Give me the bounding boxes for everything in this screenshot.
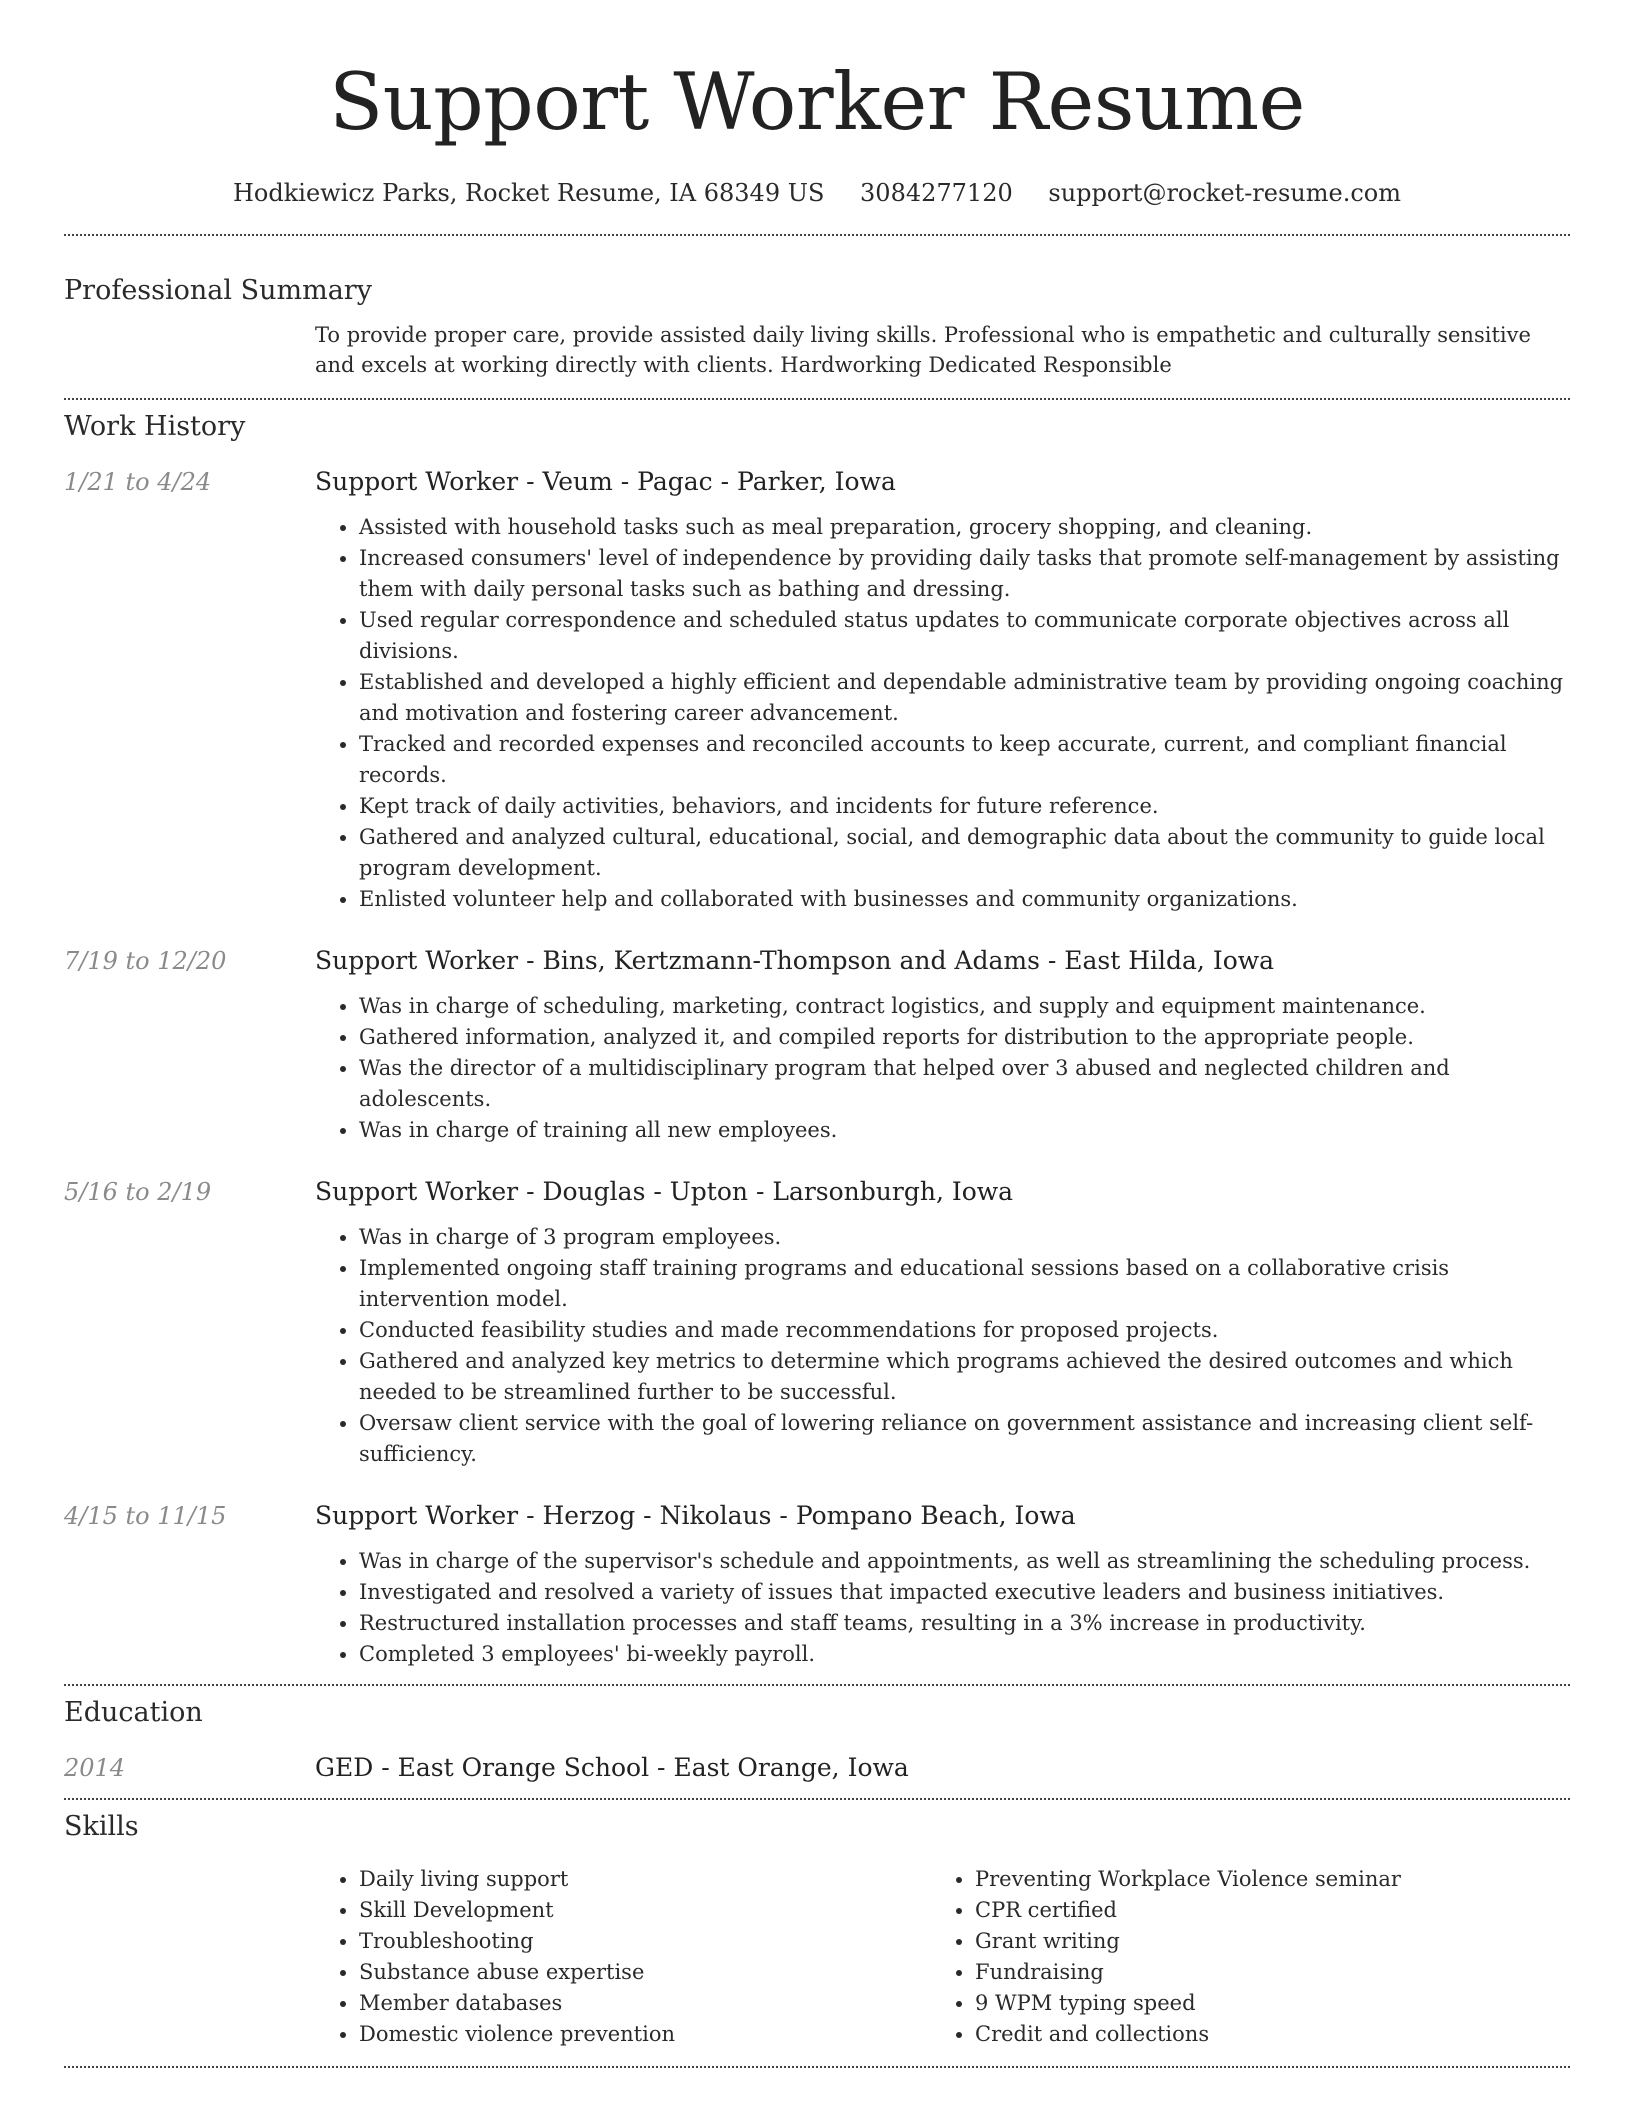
education-heading: Education bbox=[64, 1697, 203, 1728]
job-bullet-list bbox=[315, 1546, 1570, 1670]
skill-item: • Troubleshooting bbox=[359, 1926, 931, 1957]
job-entry bbox=[64, 1500, 1570, 1670]
job-entry bbox=[64, 466, 1570, 915]
job-bullet: • Gathered information, analyzed it, and compiled reports for distribution to the appropriate people. bbox=[359, 1022, 1570, 1053]
skills-left-spacer bbox=[64, 1864, 315, 2050]
contact-address: Hodkiewicz Parks, Rocket Resume, IA 68349 US bbox=[232, 179, 825, 207]
skill-item: • Grant writing bbox=[975, 1926, 1575, 1957]
skill-item: • CPR certified bbox=[975, 1895, 1575, 1926]
skill-item: • Preventing Workplace Violence seminar bbox=[975, 1864, 1575, 1895]
job-bullet: • Was the director of a multidisciplinary program that helped over 3 abused and neglected children and adolescents. bbox=[359, 1053, 1570, 1115]
job-entry bbox=[64, 1176, 1570, 1470]
skill-item: • Daily living support bbox=[359, 1864, 931, 1895]
job-bullet-list bbox=[315, 512, 1570, 915]
job-bullet: • Was in charge of scheduling, marketing, contract logistics, and supply and equipment maintenance. bbox=[359, 991, 1570, 1022]
work-history-heading: Work History bbox=[64, 411, 246, 442]
section-divider bbox=[64, 1684, 1570, 1686]
skills-body bbox=[315, 1864, 1575, 2050]
job-title: Support Worker - Herzog - Nikolaus - Pompano Beach, Iowa bbox=[315, 1501, 1076, 1530]
skill-item: • Credit and collections bbox=[975, 2019, 1575, 2050]
job-body bbox=[315, 1176, 1570, 1470]
skill-item: • Fundraising bbox=[975, 1957, 1575, 1988]
summary-row bbox=[64, 320, 1570, 380]
resume-title: Support Worker Resume bbox=[329, 56, 1305, 148]
job-bullet: • Oversaw client service with the goal of lowering reliance on government assistance and increasing client self-sufficiency. bbox=[359, 1408, 1570, 1470]
contact-line bbox=[64, 178, 1570, 208]
job-bullet: • Was in charge of 3 program employees. bbox=[359, 1222, 1570, 1253]
job-bullet: • Gathered and analyzed key metrics to determine which programs achieved the desired outcomes and which needed to be streamlined further to be successful. bbox=[359, 1346, 1570, 1408]
job-title: Support Worker - Douglas - Upton - Larsonburgh, Iowa bbox=[315, 1177, 1014, 1206]
job-bullet: • Assisted with household tasks such as meal preparation, grocery shopping, and cleaning. bbox=[359, 512, 1570, 543]
job-title: Support Worker - Bins, Kertzmann-Thompson and Adams - East Hilda, Iowa bbox=[315, 946, 1275, 975]
job-bullet: • Kept track of daily activities, behaviors, and incidents for future reference. bbox=[359, 791, 1570, 822]
contact-phone: 3084277120 bbox=[860, 179, 1013, 207]
job-bullet: • Increased consumers' level of independence by providing daily tasks that promote self-management by assisting them with daily personal tasks such as bathing and dressing. bbox=[359, 543, 1570, 605]
skill-item: • Domestic violence prevention bbox=[359, 2019, 931, 2050]
skills-list-left bbox=[315, 1864, 931, 2050]
job-body bbox=[315, 466, 1570, 915]
section-divider bbox=[64, 2066, 1570, 2068]
job-bullet: • Investigated and resolved a variety of issues that impacted executive leaders and business initiatives. bbox=[359, 1577, 1570, 1608]
skills-heading: Skills bbox=[64, 1811, 139, 1842]
section-divider bbox=[64, 398, 1570, 400]
contact-email: support@rocket-resume.com bbox=[1048, 179, 1401, 207]
skills-row bbox=[64, 1864, 1570, 2050]
education-title: GED - East Orange School - East Orange, Iowa bbox=[315, 1753, 909, 1782]
skill-item: • Substance abuse expertise bbox=[359, 1957, 931, 1988]
job-bullet: • Enlisted volunteer help and collaborated with businesses and community organizations. bbox=[359, 884, 1570, 915]
job-bullet: • Restructured installation processes and staff teams, resulting in a 3% increase in productivity. bbox=[359, 1608, 1570, 1639]
education-entry bbox=[64, 1752, 1570, 1784]
summary-text: To provide proper care, provide assisted daily living skills. Professional who is empathetic and culturally sensitive and excels at working directly with clients. Hardworking Dedicated Responsible bbox=[315, 323, 1531, 377]
job-bullet: • Established and developed a highly efficient and dependable administrative team by providing ongoing coaching and motivation and fostering career advancement. bbox=[359, 667, 1570, 729]
summary-heading: Professional Summary bbox=[64, 275, 372, 306]
job-bullet: • Conducted feasibility studies and made recommendations for proposed projects. bbox=[359, 1315, 1570, 1346]
job-dates: 4/15 to 11/15 bbox=[64, 1502, 227, 1530]
job-bullet: • Completed 3 employees' bi-weekly payroll. bbox=[359, 1639, 1570, 1670]
resume-page bbox=[64, 0, 1570, 2068]
job-bullet: • Was in charge of training all new employees. bbox=[359, 1115, 1570, 1146]
skills-grid bbox=[315, 1864, 1575, 2050]
skill-item: • 9 WPM typing speed bbox=[975, 1988, 1575, 2019]
job-bullet-list bbox=[315, 1222, 1570, 1470]
education-year: 2014 bbox=[64, 1754, 126, 1782]
job-title: Support Worker - Veum - Pagac - Parker, Iowa bbox=[315, 467, 896, 496]
job-bullet: • Was in charge of the supervisor's schedule and appointments, as well as streamlining the scheduling process. bbox=[359, 1546, 1570, 1577]
job-bullet-list bbox=[315, 991, 1570, 1146]
job-bullet: • Implemented ongoing staff training programs and educational sessions based on a collaborative crisis intervention model. bbox=[359, 1253, 1570, 1315]
job-body bbox=[315, 945, 1570, 1146]
education-body bbox=[315, 1752, 1570, 1784]
job-dates: 7/19 to 12/20 bbox=[64, 947, 227, 975]
section-divider bbox=[64, 234, 1570, 236]
skill-item: • Skill Development bbox=[359, 1895, 931, 1926]
section-divider bbox=[64, 1798, 1570, 1800]
skills-list-right bbox=[931, 1864, 1575, 2050]
job-bullet: • Gathered and analyzed cultural, educational, social, and demographic data about the community to guide local program development. bbox=[359, 822, 1570, 884]
job-bullet: • Tracked and recorded expenses and reconciled accounts to keep accurate, current, and compliant financial records. bbox=[359, 729, 1570, 791]
summary-left-spacer bbox=[64, 320, 315, 380]
job-body bbox=[315, 1500, 1570, 1670]
job-dates: 1/21 to 4/24 bbox=[64, 468, 212, 496]
skill-item: • Member databases bbox=[359, 1988, 931, 2019]
job-dates: 5/16 to 2/19 bbox=[64, 1178, 212, 1206]
job-bullet: • Used regular correspondence and scheduled status updates to communicate corporate objectives across all divisions. bbox=[359, 605, 1570, 667]
job-entry bbox=[64, 945, 1570, 1146]
